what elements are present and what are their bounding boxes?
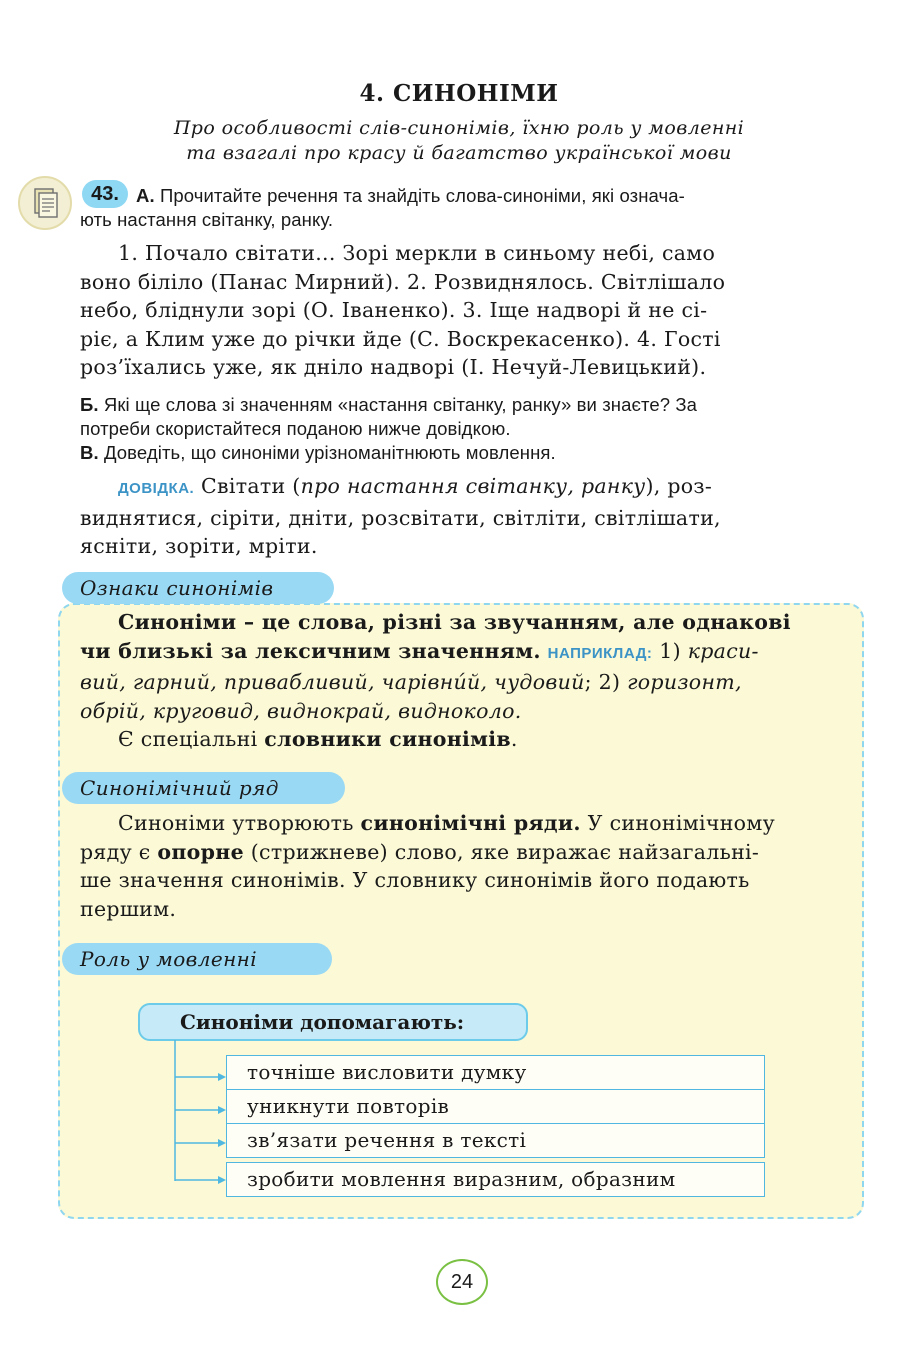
dovidka-block [80, 472, 846, 561]
arrow-icon [175, 1106, 226, 1114]
helps-item-1-label: точніше висловити думку [247, 1060, 527, 1084]
rule-1-line-5-c: . [510, 727, 518, 751]
rule-1-line-2 [80, 637, 846, 669]
text-line-1-content: 1. Почало світати... Зорі меркли в синьому небі, само [118, 241, 716, 265]
helps-item-1 [226, 1055, 765, 1090]
text-line-2 [80, 268, 846, 297]
example-label: НАПРИКЛАД: [547, 644, 653, 662]
rule-2-line-2-c: (стрижневе) слово, яке виражає найзагальні- [250, 839, 760, 864]
helps-title-box [138, 1003, 528, 1041]
page-number: 24 [436, 1259, 488, 1305]
rule-2-line-4: першим. [80, 896, 177, 921]
rule-1-line-2-b: 1) [659, 638, 681, 663]
dovidka-text-a: Світати ( [201, 474, 301, 498]
section-title: 4. СИНОНІМИ [359, 80, 559, 107]
arrow-icon [175, 1139, 226, 1147]
text-line-5 [80, 353, 846, 382]
tag-synonym-features [62, 572, 334, 604]
text-line-3 [80, 296, 846, 325]
subtitle-line-2: та взагалі про красу й багатство української мови [186, 142, 732, 164]
part-b-label: Б. [80, 394, 99, 415]
part-b [80, 393, 846, 465]
rule-1-line-3-a: вий, гарний, привабливий, чарівни́й, чудовий [80, 670, 585, 694]
helps-item-3 [226, 1123, 765, 1158]
rule-1-line-3 [80, 668, 846, 697]
helps-item-3-label: зв’язати речення в тексті [247, 1128, 527, 1152]
tag-synonym-features-label: Ознаки синонімів [80, 576, 274, 600]
rule-2-line-3: ше значення синонімів. У словнику синонімів його подають [80, 868, 750, 892]
rule-2-line-1 [80, 809, 846, 838]
helps-item-2-label: уникнути повторів [247, 1094, 450, 1118]
exercise-text [80, 239, 846, 382]
part-a-label: А. [136, 185, 155, 206]
dovidka-text-c: ), роз- [645, 474, 713, 498]
dovidka-text-b: про настання світанку, ранку [300, 474, 646, 498]
arrow-icon [175, 1073, 226, 1081]
part-a-text-1: Прочитайте речення та знайдіть слова-синоніми, які означа- [159, 185, 685, 206]
helps-connector-arrows [160, 1040, 230, 1190]
rule-1-line-2-c: краси- [687, 638, 759, 663]
rule-2-line-1-b: синонімічні ряди. [360, 811, 581, 835]
rule-1-line-4: обрій, круговид, виднокрай, видноколо. [80, 698, 522, 723]
rule-2-line-2 [80, 838, 846, 867]
rule-2-line-1-a: Синоніми утворюють [118, 811, 354, 835]
rule-1-line-5 [80, 725, 846, 754]
tag-synonym-series-label: Синонімічний ряд [80, 776, 279, 800]
arrow-icon [175, 1176, 226, 1184]
rule-1-line-3-c: горизонт, [627, 670, 742, 694]
text-line-3-content: небо, бліднули зорі (О. Іваненко). 3. Іще надворі й не сі- [80, 298, 708, 322]
part-b-text-2: потреби скористайтеся поданою нижче довідкою. [80, 418, 511, 439]
rule-2-line-2-b: опорне [157, 839, 244, 864]
tag-synonym-series [62, 772, 345, 804]
tag-role-in-speech-label: Роль у мовленні [80, 947, 258, 971]
rule-2-line-2-a: ряду є [80, 839, 151, 864]
dovidka-label: ДОВІДКА. [118, 480, 195, 497]
rule-1 [80, 608, 846, 754]
text-line-1 [80, 239, 846, 268]
tag-role-in-speech [62, 943, 332, 975]
part-a-line-1 [136, 184, 846, 208]
helps-item-2 [226, 1089, 765, 1124]
part-b-text-1: Які ще слова зі значенням «настання світанку, ранку» ви знаєте? За [103, 394, 698, 415]
exercise-number: 43. [91, 183, 119, 205]
rule-2 [80, 809, 846, 923]
text-line-4-content: ріє, а Клим уже до річки йде (С. Воскрекасенко). 4. Гості [80, 326, 721, 351]
rule-1-line-5-a: Є спеціальні [118, 727, 258, 751]
text-line-5-content: роз’їхались уже, як дніло надворі (І. Нечуй-Левицький). [80, 355, 707, 379]
helps-item-4-label: зробити мовлення виразним, образним [247, 1167, 676, 1191]
helps-title: Синоніми допомагають: [180, 1010, 465, 1034]
document-icon [18, 176, 72, 230]
text-line-4 [80, 325, 846, 354]
text-line-2-content: воно біліло (Панас Мирний). 2. Розвиднялось. Світлішало [80, 269, 726, 294]
helps-item-4 [226, 1162, 765, 1197]
subtitle-line-1: Про особливості слів-синонімів, їхню роль у мовленні [173, 117, 745, 139]
rule-2-line-1-c: У синонімічному [587, 811, 775, 835]
rule-1-line-1: Синоніми – це слова, різні за звучанням, але однакові [118, 610, 791, 634]
rule-1-line-2-a: чи близькі за лексичним значенням. [80, 638, 541, 663]
rule-1-line-5-b: словники синонімів [264, 727, 511, 751]
exercise-number-badge [82, 180, 128, 208]
rule-1-line-3-b: ; 2) [584, 670, 621, 694]
part-a-text-2: ють настання світанку, ранку. [80, 209, 334, 230]
dovidka-line-2: виднятися, сіріти, дніти, розсвітати, світліти, світлішати, [80, 505, 721, 530]
dovidka-line-3: ясніти, зоріти, мріти. [80, 534, 318, 558]
section-subtitle [0, 116, 918, 166]
part-c-text: Доведіть, що синоніми урізноманітнюють мовлення. [103, 442, 556, 463]
part-c-label: В. [80, 442, 99, 463]
